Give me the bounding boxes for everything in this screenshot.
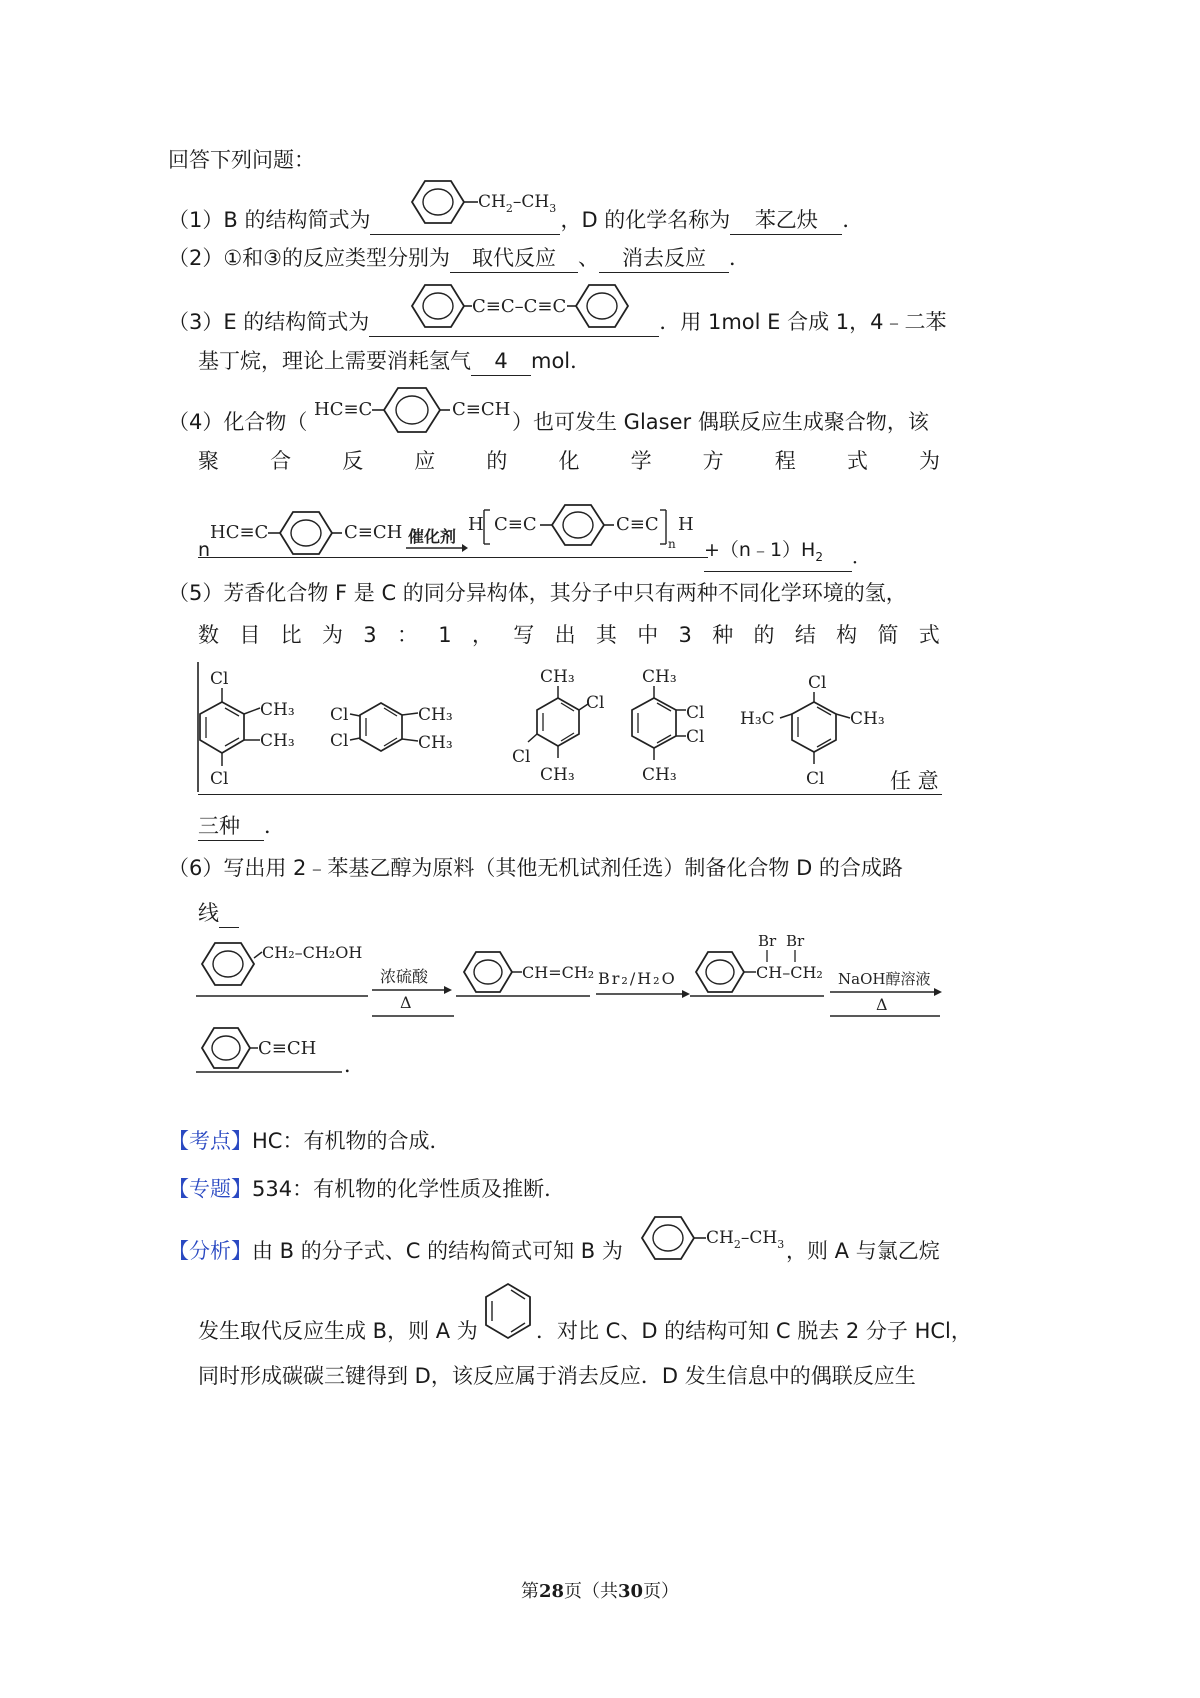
page-footer	[0, 1577, 1200, 1603]
sub-2-b: 2	[733, 1238, 741, 1251]
q5-word: 比	[280, 623, 302, 647]
isomer-2	[330, 703, 453, 753]
q4-prefix: （4）化合物（	[168, 410, 308, 434]
q2-answer-1: 取代反应	[450, 244, 578, 273]
question-3-line-2	[198, 346, 591, 376]
q5-word: 中	[637, 623, 659, 647]
label-cl: Cl	[512, 747, 531, 767]
label-cl: Cl	[686, 703, 705, 723]
styrene-structure	[456, 952, 594, 996]
arrow-1	[372, 967, 454, 1016]
q4-word: 式	[846, 449, 868, 473]
catalyst-label: 催化剂	[408, 527, 457, 546]
q4-word: 程	[774, 449, 796, 473]
sub-3-b: 3	[777, 1238, 785, 1251]
label-chbr: CH–CH₂	[756, 963, 823, 982]
label-ch2: CH	[478, 192, 506, 212]
zhuanti-text: 534：有机物的化学性质及推断．	[252, 1177, 566, 1201]
kaodian-line	[168, 1126, 450, 1156]
q4-byproduct-blank	[704, 536, 852, 572]
q5-line1: （5）芳香化合物 F 是 C 的同分异构体，其分子中只有两种不同化学环境的氢，	[168, 581, 907, 605]
reagent-3: NaOH醇溶液	[838, 970, 931, 988]
kaodian-tag: 【考点】	[168, 1129, 252, 1153]
fenxi-l2a: 发生取代反应生成 B，则 A 为	[198, 1319, 478, 1343]
q5-word: 简	[877, 623, 899, 647]
reagent-1: 浓硫酸	[380, 967, 429, 986]
arrow-2	[596, 969, 690, 998]
label-cl: Cl	[806, 769, 825, 789]
q5-word: 1	[438, 623, 452, 647]
ethylbenzene-structure-2	[636, 1212, 796, 1264]
isomer-4	[632, 667, 704, 785]
label-ch3-h: CH₃	[642, 765, 677, 785]
label-ch3-d: CH₃	[418, 733, 453, 753]
q5-underline	[198, 794, 942, 795]
label-chain-1: C≡C	[494, 514, 537, 535]
condition-3: Δ	[876, 995, 888, 1014]
label-ch3: CH	[521, 192, 550, 212]
isomer-5	[740, 673, 885, 789]
q3-after: ．用 1mol E 合成 1，4﹣二苯	[659, 310, 947, 334]
label-h-right: H	[678, 514, 694, 535]
label-cch-3: C≡CH	[258, 1038, 317, 1059]
label-ch3-a: CH₃	[260, 700, 295, 720]
fenxi-l2b: ．对比 C、D 的结构可知 C 脱去 2 分子 HCl，	[536, 1319, 972, 1343]
q5-word: 3	[678, 623, 692, 647]
label-chain-2: C≡C	[616, 514, 659, 535]
footer-total-pages: 30	[618, 1581, 644, 1602]
q5-word: 其	[595, 623, 617, 647]
label-cl: Cl	[330, 731, 349, 751]
q5-sanzhong: 三种	[198, 812, 264, 841]
q6-end: ．	[344, 1053, 365, 1077]
q4-answer-underline	[198, 557, 708, 558]
q3-line2a: 基丁烷，理论上需要消耗氢气	[198, 349, 471, 373]
q4-word: 为	[918, 449, 940, 473]
phenylethanol-structure	[202, 943, 362, 985]
q1-mid: ，D 的化学名称为	[560, 208, 731, 232]
label-styrene: CH=CH₂	[522, 963, 595, 982]
fenxi-l1a: 由 B 的分子式、C 的结构简式可知 B 为	[252, 1239, 623, 1263]
q4-word: 方	[702, 449, 724, 473]
footer-post: 页）	[643, 1581, 680, 1602]
label-h-left: H	[468, 514, 484, 535]
q5-word: 写	[513, 623, 535, 647]
label-ch3-b: CH₃	[260, 731, 295, 751]
condition-1: Δ	[400, 993, 412, 1012]
q1-prefix: （1）B 的结构简式为	[168, 208, 371, 232]
label-h3c: H₃C	[740, 709, 775, 729]
synthesis-route-row1	[196, 928, 942, 1024]
svg-text:CH2–CH3: $CH_2-CH_3$	[478, 192, 557, 215]
label-ch3-c: CH₃	[418, 705, 453, 725]
q5-line3	[198, 811, 285, 841]
catalyst-arrow	[406, 520, 468, 552]
sub-2: 2	[505, 202, 513, 215]
q5-end: ．	[264, 814, 285, 838]
q4-end: ．	[852, 545, 872, 568]
label-br: Br	[758, 932, 777, 950]
isomer-3	[512, 667, 604, 785]
q5-word: 式	[918, 623, 940, 647]
q6-line2	[198, 898, 239, 928]
fenxi-line1a	[168, 1236, 623, 1266]
q3-prefix: （3）E 的结构简式为	[168, 310, 370, 334]
q4-byproduct-text: +（n﹣1）H	[704, 539, 816, 561]
q4-word: 反	[342, 449, 364, 473]
label-cl: Cl	[210, 669, 229, 689]
q4-sub2: 2	[815, 549, 823, 564]
q4-byproduct	[704, 536, 871, 572]
q6-blank-start	[219, 899, 239, 928]
footer-pre: 第	[520, 1581, 539, 1602]
q2-prefix: （2）①和③的反应类型分别为	[168, 246, 451, 270]
label-ch3-i: CH₃	[850, 709, 885, 729]
intro-text: 回答下列问题：	[168, 148, 315, 172]
label-ch3-g: CH₃	[642, 667, 677, 687]
q4-word: 聚	[198, 449, 219, 473]
q6-line1: （6）写出用 2﹣苯基乙醇为原料（其他无机试剂任选）制备化合物 D 的合成路	[168, 856, 903, 880]
q3-answer: 4	[471, 347, 531, 376]
label-diyne: C≡C–C≡C	[472, 296, 567, 317]
q2-answer-2: 消去反应	[599, 244, 729, 273]
dibromide-structure	[690, 932, 824, 996]
isomer-1	[200, 669, 295, 789]
q4-after: ）也可发生 Glaser 偶联反应生成聚合物，该	[512, 410, 929, 434]
q5-word: 3	[363, 623, 377, 647]
q5-word: 种	[712, 623, 734, 647]
label-ch2-b: CH	[706, 1228, 734, 1248]
q4-spread-line	[198, 446, 940, 476]
q5-word: 的	[753, 623, 775, 647]
reagent-2: Br₂/H₂O	[598, 969, 677, 988]
q5-word: ，	[471, 623, 493, 647]
zhuanti-tag: 【专题】	[168, 1177, 252, 1201]
q4-word: 合	[270, 449, 292, 473]
q4-word: 学	[630, 449, 652, 473]
q5-word: 结	[794, 623, 816, 647]
polymer-structure	[468, 502, 718, 560]
footer-page-number: 28	[538, 1581, 564, 1602]
q4-word: 应	[414, 449, 436, 473]
label-hcc-2: HC≡C	[210, 522, 269, 543]
fenxi-tag: 【分析】	[168, 1239, 252, 1263]
q5-word: 为	[321, 623, 343, 647]
q1-end: ．	[842, 208, 864, 232]
label-ch2oh: CH₂–CH₂OH	[262, 943, 363, 962]
q2-end: ．	[729, 246, 751, 270]
q5-word: 构	[836, 623, 858, 647]
q4-word: 的	[486, 449, 508, 473]
svg-text:CH2–CH3: $CH_2-CH_3$	[706, 1228, 785, 1251]
q5-spread-line	[198, 620, 940, 650]
q3-line2b: mol．	[531, 349, 592, 373]
label-cch: C≡CH	[452, 399, 511, 420]
label-br: Br	[786, 932, 805, 950]
q5-isomers	[196, 658, 942, 798]
equation-reactant-structure	[208, 508, 408, 560]
label-cl: Cl	[686, 727, 705, 747]
question-2	[168, 243, 750, 273]
label-sub-n: n	[668, 537, 676, 551]
q5-word: 数	[198, 623, 219, 647]
q6-xian: 线	[198, 901, 219, 925]
label-ch3-e: CH₃	[540, 667, 575, 687]
label-cl: Cl	[586, 693, 605, 713]
phenylacetylene-structure	[196, 1024, 366, 1076]
sub-3: 3	[549, 202, 557, 215]
arrow-3	[830, 970, 942, 1016]
label-cl: Cl	[330, 705, 349, 725]
label-cch-2: C≡CH	[344, 522, 403, 543]
diphenyldiacetylene-structure	[400, 280, 640, 332]
q5-word: 出	[554, 623, 576, 647]
footer-mid: 页（共	[564, 1581, 618, 1602]
q5-word: ：	[396, 623, 418, 647]
label-cl: Cl	[210, 769, 229, 789]
zhuanti-line	[168, 1174, 565, 1204]
q1-answer-d: 苯乙炔	[730, 206, 842, 235]
q4-n: n	[198, 539, 211, 561]
q5-renyi: 任 意	[890, 769, 939, 793]
label-cl: Cl	[808, 673, 827, 693]
label-ch3-b2: CH	[749, 1228, 778, 1248]
benzene-structure	[480, 1280, 536, 1344]
q2-sep: 、	[578, 246, 600, 270]
kaodian-text: HC：有机物的合成．	[252, 1129, 451, 1153]
label-ch3-f: CH₃	[540, 765, 575, 785]
q4-word: 化	[558, 449, 580, 473]
q5-word: 目	[239, 623, 261, 647]
fenxi-l3: 同时形成碳碳三键得到 D，该反应属于消去反应．D 发生信息中的偶联反应生	[198, 1364, 916, 1388]
ethylbenzene-structure-1	[398, 176, 558, 228]
diethynylbenzene-structure	[312, 384, 524, 440]
fenxi-l1b: ，则 A 与氯乙烷	[786, 1239, 940, 1263]
label-hcc: HC≡C	[314, 399, 373, 420]
